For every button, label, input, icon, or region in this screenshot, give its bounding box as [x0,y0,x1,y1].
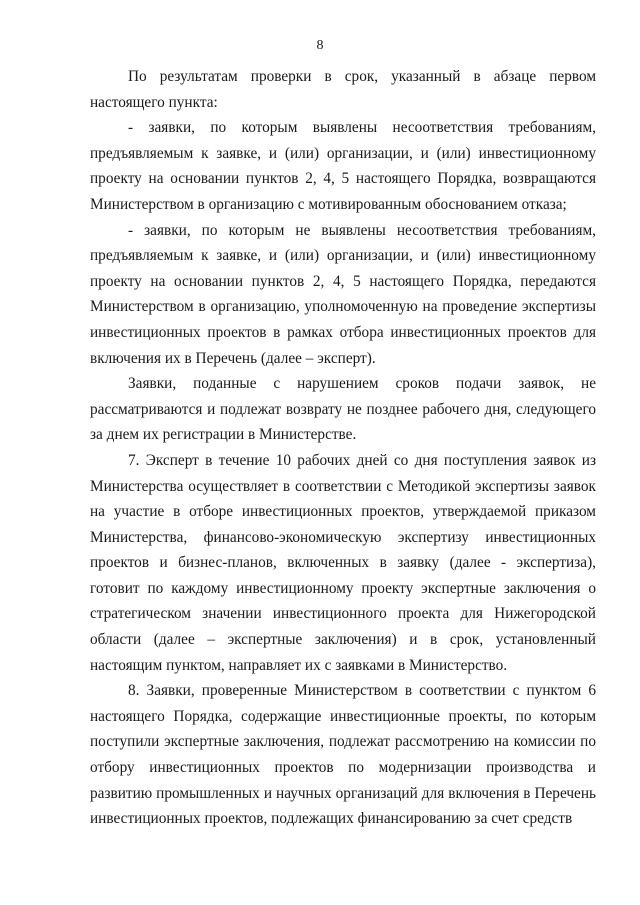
paragraph-late-applications: Заявки, поданные с нарушением сроков подачи заявок, не рассматриваются и подлежат возврату не позднее рабочего дня, следующего за днем их регистрации в Министерстве. [90,375,596,444]
paragraph-item-7-expert-review: 7. Эксперт в течение 10 рабочих дней со дня поступления заявок из Министерства осуществляет в соответствии с Методикой экспертизы заявок на участие в отборе инвестиционных проектов, утверждаемой приказом Министерства, финансово-экономическую экспертизу инвестиционных проектов и бизнес-планов, включенных в заявку (далее - экспертиза), готовит по каждому инвестиционному проекту экспертные заключения о стратегическом значении инвестиционного проекта для Нижегородской области (далее – экспертные заключения) и в срок, установленный настоящим пунктом, направляет их с заявками в Министерство. [90,451,596,674]
paragraph-forwarded-applications: - заявки, по которым не выявлены несоответствия требованиям, предъявляемым к заявке, и (или) организации, и (или) инвестиционному проекту на основании пунктов 2, 4, 5 настоящего Порядка, передаются Министерством в организацию, уполномоченную на проведение экспертизы инвестиционных проектов в рамках отбора инвестиционных проектов для включения их в Перечень (далее – эксперт). [90,221,596,367]
paragraph-rejected-applications: - заявки, по которым выявлены несоответствия требованиям, предъявляемым к заявке, и (или) организации, и (или) инвестиционному проекту на основании пунктов 2, 4, 5 настоящего Порядка, возвращаются Министерством в организацию с мотивированным обоснованием отказа; [90,119,596,213]
paragraph-check-results-intro: По результатам проверки в срок, указанный в абзаце первом настоящего пункта: [90,68,596,111]
paragraph-item-8-commission: 8. Заявки, проверенные Министерством в соответствии с пунктом 6 настоящего Порядка, содержащие инвестиционные проекты, по которым поступили экспертные заключения, подлежат рассмотрению на комиссии по отбору инвестиционных проектов по модернизации производства и развитию промышленных и научных организаций для включения в Перечень инвестиционных проектов, подлежащих финансированию за счет средств [90,682,596,828]
page-number: 8 [316,38,324,53]
document-body [90,64,596,832]
